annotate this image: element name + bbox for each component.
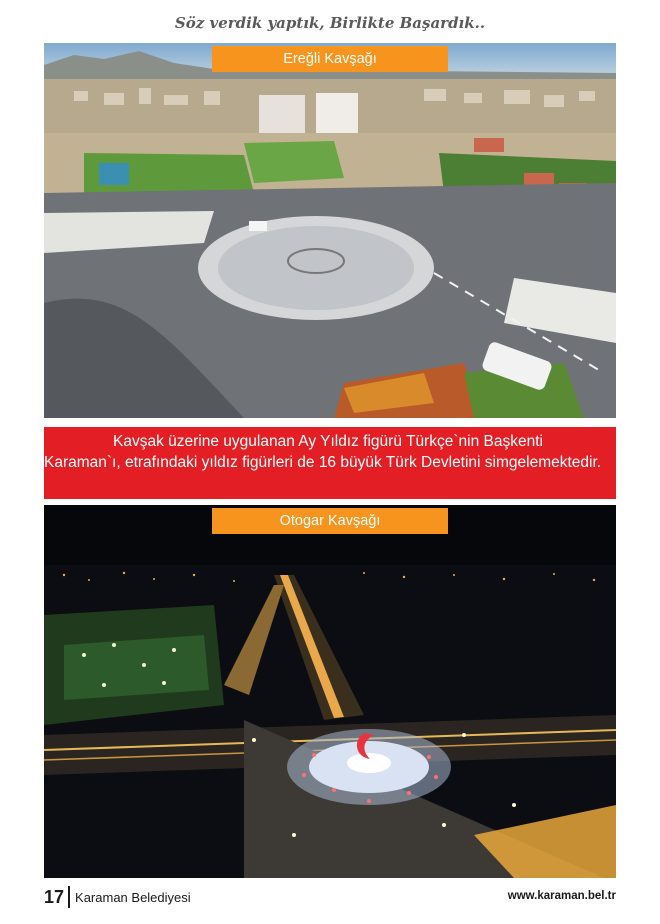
- website-link[interactable]: www.karaman.bel.tr: [507, 890, 616, 902]
- otogar-junction-label: Otogar Kavşağı: [212, 508, 448, 534]
- organization-name: Karaman Belediyesi: [75, 889, 191, 905]
- page-slogan: Söz verdik yaptık, Birlikte Başardık..: [174, 14, 486, 32]
- caption-box: [44, 427, 616, 499]
- eregli-junction-photo: [44, 43, 616, 418]
- eregli-junction-label: Ereğli Kavşağı: [212, 46, 448, 72]
- footer-divider: [68, 886, 70, 908]
- page-footer-left: [44, 884, 191, 910]
- otogar-junction-photo: [44, 505, 616, 878]
- page-number: 17: [44, 886, 65, 907]
- caption-text: Kavşak üzerine uygulanan Ay Yıldız figürü Türkçe`nin Başkenti Karaman`ı, etrafındaki yıldız figürleri de 16 büyük Türk Devletini simgelemektedir.: [44, 433, 602, 471]
